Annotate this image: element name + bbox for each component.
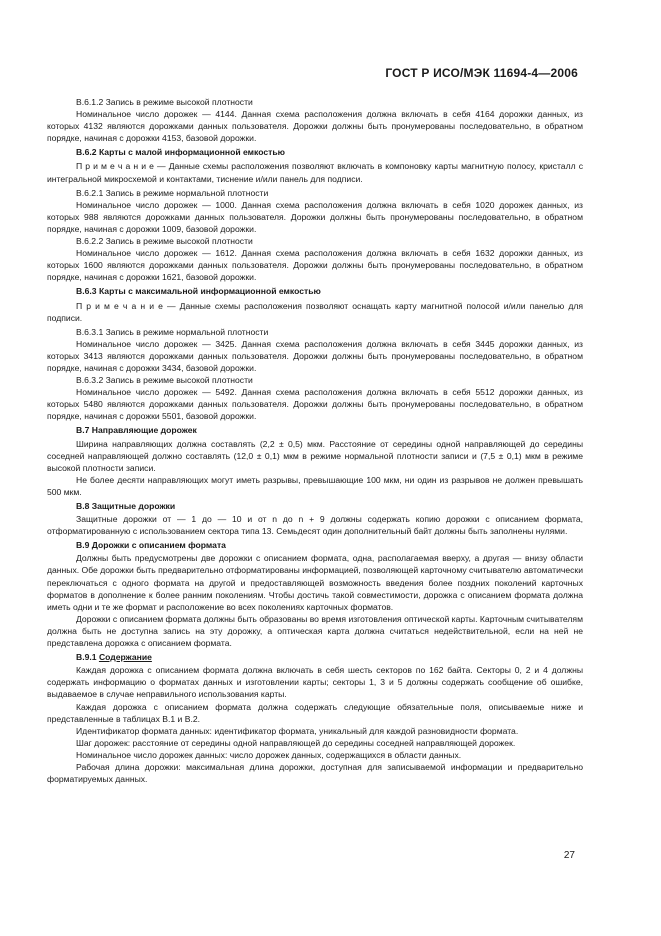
paragraph: Ширина направляющих должна составлять (2,2 ± 0,5) мкм. Расстояние от середины одной направляющей до середины соседней направляющей должно составлять (12,0 ± 0,1) мкм в режиме нормальной плотности записи и (7,5 ± 0,1) мкм в режиме высокой плотности записи. <box>47 438 583 473</box>
section-heading <box>47 651 583 663</box>
section-title: Дорожки с описанием формата <box>91 540 226 551</box>
paragraph: Рабочая длина дорожки: максимальная длина дорожки, доступная для записываемой информации и предварительно форматируемых данных. <box>47 761 583 785</box>
section-number: В.9 <box>76 540 90 551</box>
section-number: В.8 <box>76 501 90 511</box>
section-heading <box>47 539 583 551</box>
note-paragraph <box>47 300 583 324</box>
section-heading <box>47 285 583 297</box>
section-number: В.6.3 <box>76 286 97 297</box>
paragraph: Номинальное число дорожек — 5492. Данная схема расположения должна включать в себя 5512 дорожки данных, из которых 5480 являются дорожками данных пользователя. Дорожки должны быть пронумерованы последовательно, в обратном порядке, начиная с дорожки 5501, базовой дорожки. <box>47 387 583 422</box>
paragraph: В.6.2.1 Запись в режиме нормальной плотности <box>76 187 269 198</box>
paragraph: Каждая дорожка с описанием формата должна содержать следующие обязательные поля, описываемые ниже и представленные в таблицах В.1 и В.2. <box>47 701 583 724</box>
document-body <box>47 96 583 785</box>
paragraph: Номинальное число дорожек — 3425. Данная схема расположения должна включать в себя 3445 дорожки данных, из которых 3413 являются дорожками данных пользователя. Дорожки должны быть пронумерованы последовательно, в обратном порядке, начиная с дорожки 3434, базовой дорожки. <box>47 338 583 373</box>
paragraph: В.6.1.2 Запись в режиме высокой плотности <box>76 97 253 107</box>
section-title: Карты с максимальной информационной емкостью <box>98 286 321 297</box>
paragraph: Номинальное число дорожек — 4144. Данная схема расположения должна включать в себя 4164 дорожки данных, из которых 4132 являются дорожками данных пользователя. Дорожки должны быть пронумерованы последовательно, в обратном порядке, начиная с дорожки 4153, базовой дорожки. <box>47 109 583 144</box>
paragraph: В.6.3.1 Запись в режиме нормальной плотности <box>76 326 269 337</box>
section-title: Защитные дорожки <box>91 501 176 511</box>
section-title: Направляющие дорожек <box>91 425 197 436</box>
section-number: В.9.1 <box>76 652 97 663</box>
paragraph: Должны быть предусмотрены две дорожки с описанием формата, одна, располагаемая вверху, а другая — внизу области данных. Обе дорожки быть предварительно отформатированы информацией, позволяющей карточному считывателю автоматически переключаться с одного формата на другой и предоставляющей возможность введения более поздних поколений карточных форматов в дополнение к более ранним поколениям. Чтобы достичь такой совместимости, дорожка с описанием формата должна иметь одни и те же формат и расположение во всех поколениях карточных форматов. <box>47 553 583 612</box>
standard-header: ГОСТ Р ИСО/МЭК 11694-4—2006 <box>385 66 578 80</box>
paragraph: Защитные дорожки от — 1 до — 10 и от n до n + 9 должны содержать копию дорожки с описанием формата, отформатированную с использованием сектора типа 13. Семьдесят один дополнительный байт должны быть заполнены нулями. <box>47 514 583 537</box>
section-number: В.6.2 <box>76 147 97 158</box>
paragraph: В.6.3.2 Запись в режиме высокой плотности <box>76 375 253 386</box>
paragraph: Номинальное число дорожек данных: число дорожек данных, содержащихся в области данных. <box>76 749 462 760</box>
paragraph: Не более десяти направляющих могут иметь разрывы, превышающие 100 мкм, ни один из разрывов не должен превышать 500 мкм. <box>47 474 583 497</box>
page-number: 27 <box>563 850 575 861</box>
paragraph: Каждая дорожка с описанием формата должна включать в себя шесть секторов по 162 байта. Секторы 0, 2 и 4 должны содержать информацию о форматах данных и изготовлении карты; секторы 1, 3 и 5 должны содержать сообщение об ошибке, выдаваемое в случае неправильного использования карты. <box>47 665 583 700</box>
paragraph: Номинальное число дорожек — 1612. Данная схема расположения должна включать в себя 1632 дорожки данных, из которых 1600 являются дорожками данных пользователя. Дорожки должны быть пронумерованы последовательно, в обратном порядке, начиная с дорожки 1621, базовой дорожки. <box>47 248 583 283</box>
note-paragraph <box>47 160 583 184</box>
note-label: П р и м е ч а н и е <box>76 161 154 172</box>
section-heading <box>47 500 583 512</box>
section-heading <box>47 424 583 436</box>
paragraph: Идентификатор формата данных: идентификатор формата, уникальный для каждой разновидности формата. <box>76 725 519 736</box>
section-title: Содержание <box>98 652 152 663</box>
note-label: П р и м е ч а н и е <box>76 300 163 311</box>
paragraph: Дорожки с описанием формата должны быть образованы во время изготовления оптической карты. Карточным считывателям должна быть не доступна запись на эту дорожку, а оптическая карта должна считаться недействительной, если на ней не представлена дорожка с описанием формата. <box>47 613 583 649</box>
note-text: — Данные схемы расположения позволяют включать в компоновку карты магнитную полосу, кристалл с интегральной микросхемой и контактами, тиснение и/или панель для подписи. <box>47 161 584 184</box>
paragraph: В.6.2.2 Запись в режиме высокой плотности <box>76 236 253 247</box>
section-number: В.7 <box>76 425 90 436</box>
section-title: Карты с малой информационной емкостью <box>98 147 285 158</box>
paragraph: Шаг дорожек: расстояние от середины одной направляющей до середины соседней направляющей дорожек. <box>76 737 516 748</box>
note-text: — Данные схемы расположения позволяют оснащать карту магнитной полосой и/или панелью для подписи. <box>47 300 584 323</box>
section-heading <box>47 146 583 158</box>
paragraph: Номинальное число дорожек — 1000. Данная схема расположения должна включать в себя 1020 дорожек данных, из которых 988 являются дорожками данных пользователя. Дорожки должны быть пронумерованы последовательно, в обратном порядке, начиная с дорожки 1009, базовой дорожки. <box>47 199 583 234</box>
